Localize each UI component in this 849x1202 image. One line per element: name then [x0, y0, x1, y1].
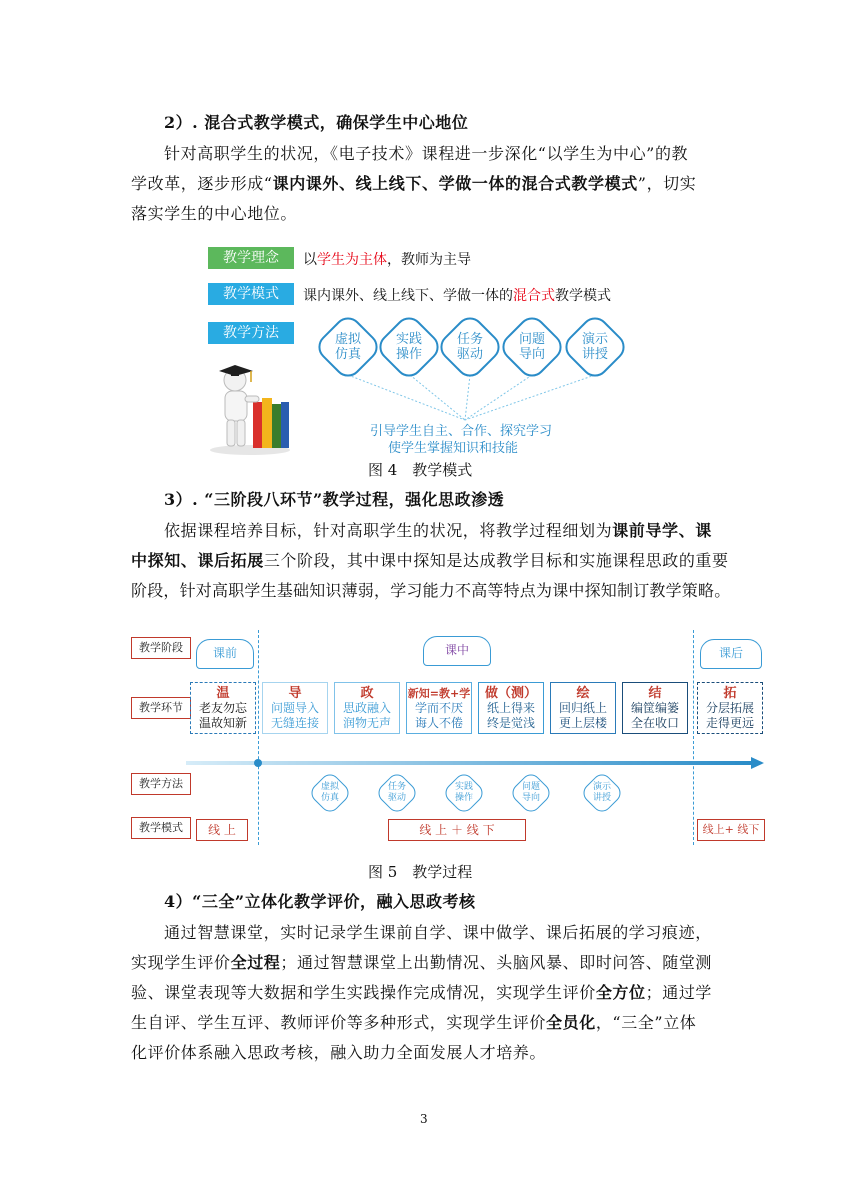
step-practice: 做（测） 纸上得来 终是觉浅 — [478, 682, 544, 734]
guide-text-2: 使学生掌握知识和技能 — [388, 441, 519, 456]
figure-4-caption: 图 4 教学模式 — [368, 461, 473, 479]
row-label-stage: 教学阶段 — [131, 637, 191, 659]
stage-pre-class: 课前 — [196, 639, 254, 669]
step-introduce: 导 问题导入 无缝连接 — [262, 682, 328, 734]
section-4-heading: 4）“三全”立体化教学评价，融入思政考核 — [164, 892, 476, 911]
label-teaching-method: 教学方法 — [208, 322, 294, 344]
figure-5-caption: 图 5 教学过程 — [368, 863, 473, 881]
section-2-line-1: 针对高职学生的状况，《电子技术》课程进一步深化“以学生为中心”的教 — [164, 144, 689, 163]
mode-online: 线 上 — [196, 819, 248, 841]
section-3-line-1: 依据课程培养目标，针对高职学生的状况，将教学过程细划为课前导学、课 — [164, 521, 712, 540]
stage-post-class: 课后 — [700, 639, 762, 669]
section-4-line-4: 生自评、学生互评、教师评价等多种形式，实现学生评价全员化，“三全”立体 — [131, 1013, 697, 1032]
step-extend: 拓 分层拓展 走得更远 — [697, 682, 763, 734]
separator-pre — [258, 630, 259, 845]
step-ideology: 政 思政融入 润物无声 — [334, 682, 400, 734]
section-4-line-3: 验、课堂表现等大数据和学生实践操作完成情况，实现学生评价全方位；通过学 — [131, 983, 713, 1002]
step-draw: 绘 回归纸上 更上层楼 — [550, 682, 616, 734]
page-number: 3 — [420, 1112, 428, 1126]
stage-in-class: 课中 — [423, 636, 491, 666]
section-2-line-3: 落实学生的中心地位。 — [131, 204, 298, 223]
row-label-mode: 教学模式 — [131, 817, 191, 839]
section-3-line-2: 中探知、课后拓展三个阶段，其中课中探知是达成教学目标和实施课程思政的重要 — [131, 551, 729, 570]
section-4-line-5: 化评价体系融入思政考核，融入助力全面发展人才培养。 — [131, 1043, 547, 1062]
timeline-arrow — [186, 756, 766, 770]
step-review: 温 老友勿忘 温故知新 — [190, 682, 256, 734]
section-4-line-2: 实现学生评价全过程；通过智慧课堂上出勤情况、头脑风暴、即时问答、随堂测 — [131, 953, 713, 972]
separator-post — [693, 630, 694, 845]
teaching-mode-text: 课内课外、线上线下、学做一体的混合式教学模式 — [303, 288, 611, 304]
section-2-heading: 2）. 混合式教学模式，确保学生中心地位 — [164, 113, 469, 132]
section-3-line-3: 阶段，针对高职学生基础知识薄弱，学习能力不高等特点为课中探知制订教学策略。 — [131, 581, 731, 600]
row-label-link: 教学环节 — [131, 697, 191, 719]
section-3-heading: 3）. “三阶段八环节”教学过程，强化思政渗透 — [164, 490, 505, 509]
guide-text-1: 引导学生自主、合作、探究学习 — [370, 424, 553, 439]
mode-online-offline: 线 上 ＋ 线 下 — [388, 819, 526, 841]
section-2-line-2: 学改革，逐步形成“课内课外、线上线下、学做一体的混合式教学模式”，切实 — [131, 174, 697, 193]
row-label-method: 教学方法 — [131, 773, 191, 795]
step-summarize: 结 编筐编篓 全在收口 — [622, 682, 688, 734]
label-teaching-idea: 教学理念 — [208, 247, 294, 269]
teaching-idea-text: 以学生为主体，教师为主导 — [303, 252, 471, 268]
label-teaching-mode: 教学模式 — [208, 283, 294, 305]
step-new-knowledge: 新知=教+学 学而不厌 诲人不倦 — [406, 682, 472, 734]
mode-blended: 线上+ 线下 — [697, 819, 765, 841]
student-with-books-illustration — [205, 362, 295, 457]
section-4-line-1: 通过智慧课堂，实时记录学生课前自学、课中做学、课后拓展的学习痕迹， — [164, 923, 712, 942]
